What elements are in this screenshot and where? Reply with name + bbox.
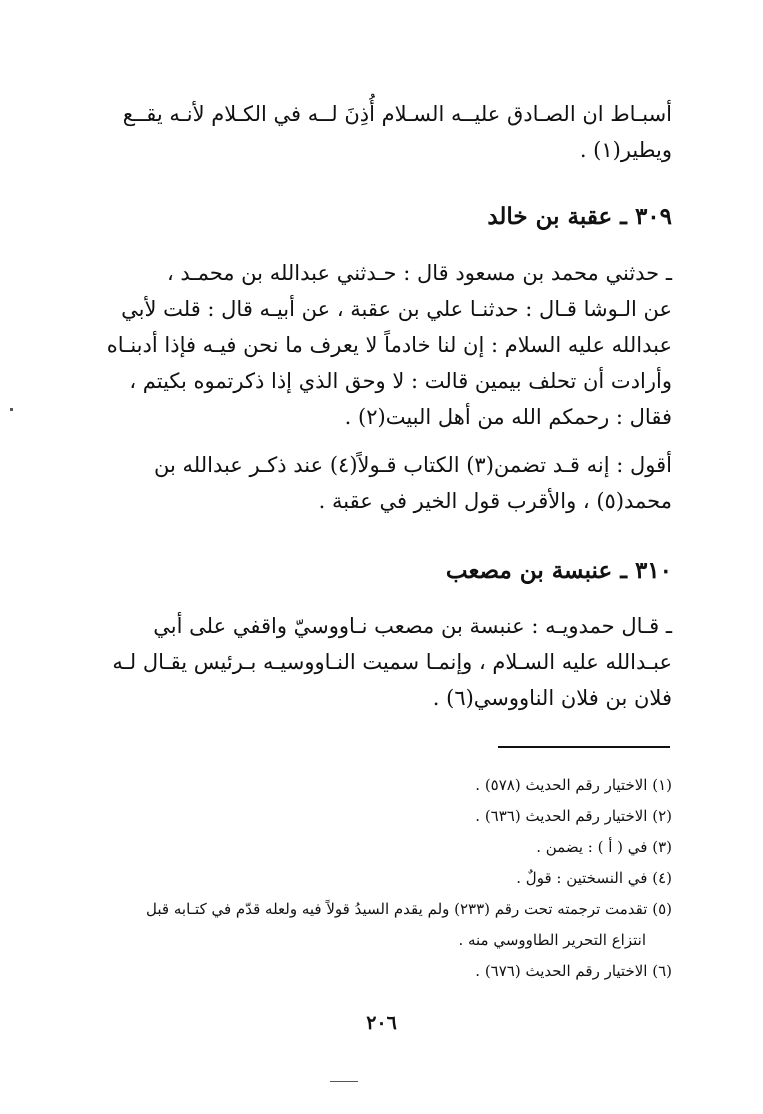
text-line: عبـدالله عليه السـلام ، وإنمـا سميت النـاووسيـه بـرئيس يقـال لـه xyxy=(112,650,672,674)
footnote: (٥) تقدمت ترجمته تحت رقم (٢٣٣) ولم يقدم السيدُ قولاً فيه ولعله قدّم في كتـابه قبل xyxy=(146,900,672,918)
text-line: وأرادت أن تحلف بيمين قالت : لا وحق الذي إذا ذكرتموه بكيتم ، xyxy=(129,369,672,393)
text-line: عن الـوشا قـال : حدثنـا علي بن عقبة ، عن أبيـه قال : قلت لأبي xyxy=(121,297,672,321)
footnote-divider xyxy=(498,746,670,748)
text-line: محمد(٥) ، والأقرب قول الخير في عقبة . xyxy=(318,489,672,513)
page-number: ٢٠٦ xyxy=(366,1012,397,1034)
text-line: فلان بن فلان الناووسي(٦) . xyxy=(432,686,672,710)
footnote-continuation: انتزاع التحرير الطاووسي منه . xyxy=(458,931,646,949)
text-line: ويطير(١) . xyxy=(579,138,672,162)
entry-heading-310: ٣١٠ ـ عنبسة بن مصعب xyxy=(445,557,672,584)
text-line: أسبـاط ان الصـادق عليــه السـلام أُذِنَ لــه في الكـلام لأنـه يقــع xyxy=(122,102,672,126)
footnote: (٦) الاختيار رقم الحديث (٦٧٦) . xyxy=(475,962,672,980)
entry-heading-309: ٣٠٩ ـ عقبة بن خالد xyxy=(487,203,672,230)
entry-309-comment xyxy=(92,447,672,519)
text-line: ـ حدثني محمد بن مسعود قال : حـدثني عبدالله بن محمـد ، xyxy=(166,261,672,285)
footnote: (٤) في النسختين : قولٌ . xyxy=(516,869,672,887)
footnote: (٣) في ( أ ) : يضمن . xyxy=(536,838,672,856)
entry-310-narration xyxy=(92,608,672,716)
footnote: (١) الاختيار رقم الحديث (٥٧٨) . xyxy=(475,776,672,794)
text-line: ـ قـال حمدويـه : عنبسة بن مصعب نـاووسيّ واقفي على أبي xyxy=(153,614,672,638)
text-line: فقال : رحمكم الله من أهل البيت(٢) . xyxy=(344,405,672,429)
scan-speck xyxy=(330,1081,358,1082)
scan-speck xyxy=(10,408,13,411)
intro-paragraph xyxy=(92,96,672,168)
text-line: أقول : إنه قـد تضمن(٣) الكتاب قـولاً(٤) عند ذكـر عبدالله بن xyxy=(154,453,672,477)
footnote: (٢) الاختيار رقم الحديث (٦٣٦) . xyxy=(475,807,672,825)
footnotes xyxy=(92,770,672,987)
text-line: عبدالله عليه السلام : إن لنا خادماً لا يعرف ما نحن فيـه فإذا أدبنـاه xyxy=(106,333,672,357)
entry-309-narration xyxy=(92,255,672,435)
